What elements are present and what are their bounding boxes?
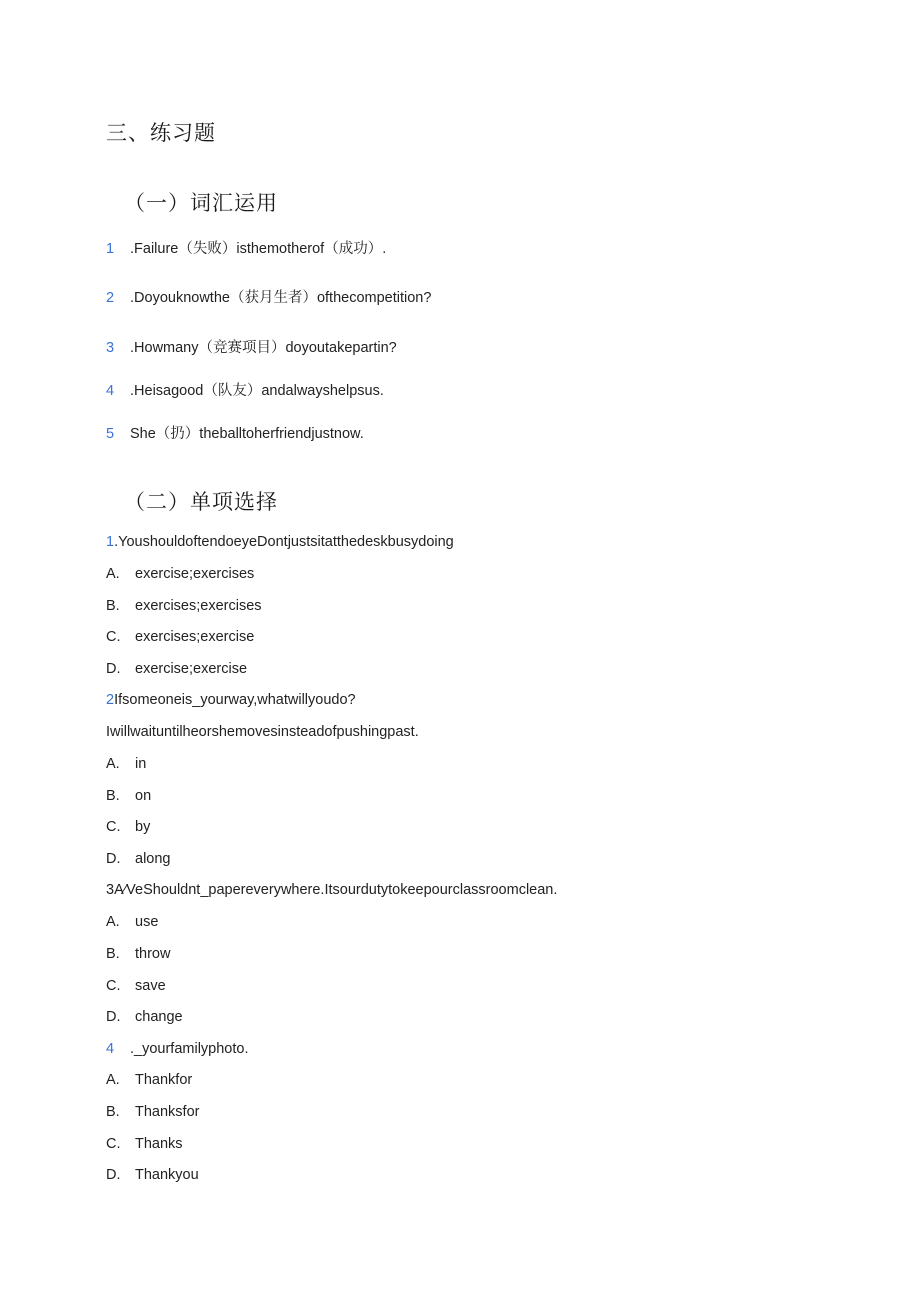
answer-option xyxy=(106,1008,183,1026)
option-text: exercise;exercises xyxy=(135,566,255,582)
vocab-item-number: 3 xyxy=(106,340,115,356)
option-text: in xyxy=(135,756,147,772)
answer-option xyxy=(106,913,158,931)
option-text: exercise;exercise xyxy=(135,661,248,677)
option-letter: C. xyxy=(106,1136,121,1152)
vocab-item xyxy=(106,425,364,443)
option-letter: D. xyxy=(106,1009,121,1025)
answer-option xyxy=(106,945,170,963)
option-text: Thanks xyxy=(135,1136,183,1152)
vocab-item-number: 2 xyxy=(106,290,115,306)
vocab-item-text: .Doyouknowthe（获月生者）ofthecompetition? xyxy=(130,290,432,306)
option-text: on xyxy=(135,788,152,804)
question-text: ._yourfamilyphoto. xyxy=(130,1041,249,1057)
option-letter: B. xyxy=(106,788,120,804)
vocab-item-text: .Failure（失败）isthemotherof（成功）. xyxy=(130,241,387,257)
option-text: Thanksfor xyxy=(135,1104,200,1120)
option-text: use xyxy=(135,914,159,930)
vocab-item-text: .Howmany（竞赛项目）doyoutakepartin? xyxy=(130,340,397,356)
option-letter: B. xyxy=(106,1104,120,1120)
option-letter: D. xyxy=(106,1167,121,1183)
option-letter: A. xyxy=(106,566,120,582)
option-text: along xyxy=(135,851,171,867)
option-text: exercises;exercises xyxy=(135,598,262,614)
answer-option xyxy=(106,787,151,805)
question-text: .YoushouldoftendoeyeDontjustsitatthedeskbusydoing xyxy=(114,534,454,550)
option-letter: A. xyxy=(106,914,120,930)
option-text: exercises;exercise xyxy=(135,629,255,645)
question-number: 4 xyxy=(106,1041,115,1057)
question-text: Ifsomeoneis_yourway,whatwillyoudo? xyxy=(114,692,356,708)
option-letter: A. xyxy=(106,1072,120,1088)
option-letter: D. xyxy=(106,661,121,677)
option-letter: B. xyxy=(106,946,120,962)
option-text: by xyxy=(135,819,151,835)
vocab-item xyxy=(106,240,386,258)
option-letter: D. xyxy=(106,851,121,867)
vocab-heading: （一）词汇运用 xyxy=(124,192,278,215)
option-text: throw xyxy=(135,946,171,962)
vocab-item xyxy=(106,382,384,400)
answer-option xyxy=(106,1071,192,1089)
answer-option xyxy=(106,660,247,678)
answer-option xyxy=(106,850,170,868)
option-letter: C. xyxy=(106,629,121,645)
question-stem xyxy=(106,1040,248,1058)
answer-option xyxy=(106,1135,183,1153)
question-stem xyxy=(106,533,454,551)
choice-heading: （二）单项选择 xyxy=(124,491,278,514)
option-text: change xyxy=(135,1009,183,1025)
answer-option xyxy=(106,565,254,583)
question-number: 2 xyxy=(106,692,115,708)
option-letter: B. xyxy=(106,598,120,614)
question-stem xyxy=(106,691,356,709)
answer-option xyxy=(106,977,166,995)
vocab-item xyxy=(106,289,431,307)
vocab-item-number: 5 xyxy=(106,426,115,442)
option-letter: C. xyxy=(106,978,121,994)
option-text: Thankyou xyxy=(135,1167,199,1183)
vocab-item-text: .Heisagood（队友）andalwayshelpsus. xyxy=(130,383,384,399)
answer-option xyxy=(106,1103,199,1121)
answer-option xyxy=(106,755,146,773)
option-text: Thankfor xyxy=(135,1072,193,1088)
option-letter: C. xyxy=(106,819,121,835)
vocab-item-number: 4 xyxy=(106,383,115,399)
answer-option xyxy=(106,628,254,646)
answer-option xyxy=(106,818,150,836)
option-letter: A. xyxy=(106,756,120,772)
answer-option xyxy=(106,597,262,615)
vocab-item-number: 1 xyxy=(106,241,115,257)
question-number: 1 xyxy=(106,534,115,550)
answer-option xyxy=(106,1166,199,1184)
vocab-item xyxy=(106,339,397,357)
question-stem xyxy=(106,881,557,899)
question-text-continued: Iwillwaituntilheorshemovesinsteadofpushingpast. xyxy=(106,724,419,740)
option-text: save xyxy=(135,978,166,994)
vocab-item-text: She（扔）theballtoherfriendjustnow. xyxy=(130,426,364,442)
question-text: 3A⁄VeShouldnt_papereverywhere.Itsourdutytokeepourclassroomclean. xyxy=(106,882,558,898)
section-title: 三、练习题 xyxy=(106,122,216,145)
